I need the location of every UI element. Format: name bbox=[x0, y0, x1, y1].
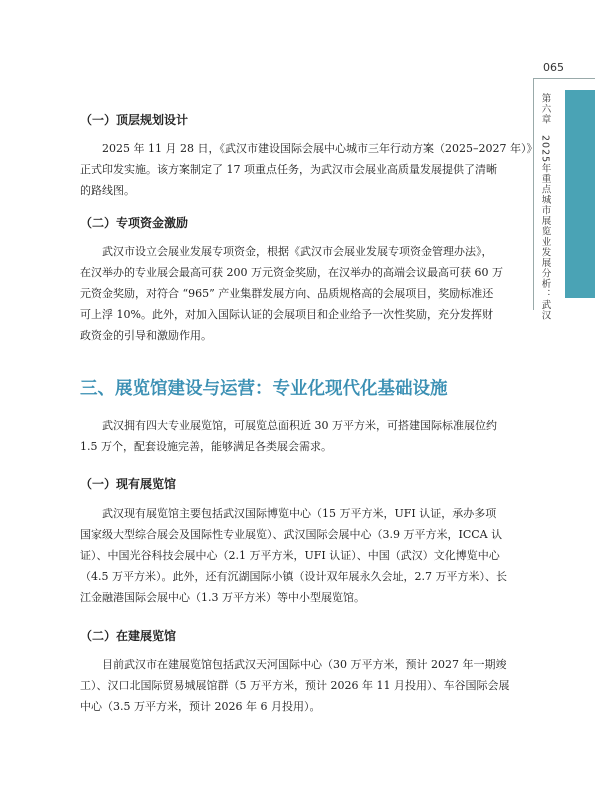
subheading-special-fund: （二）专项资金激励 bbox=[80, 216, 189, 230]
text-line: 武汉现有展览馆主要包括武汉国际博览中心（15 万平方米，UFI 认证，承办多项 bbox=[102, 507, 497, 520]
page-number: 065 bbox=[543, 61, 564, 74]
paragraph-venues-under-construction bbox=[80, 654, 520, 717]
text-line: 1.5 万个，配套设施完善，能够满足各类展会需求。 bbox=[80, 440, 332, 453]
subheading-existing-venues: （一）现有展览馆 bbox=[80, 477, 177, 491]
text-line: 工）、汉口北国际贸易城展馆群（5 万平方米，预计 2026 年 11 月投用）、车谷国际会展 bbox=[80, 679, 510, 692]
paragraph-special-fund bbox=[80, 241, 520, 346]
text-line: （4.5 万平方米）。此外，还有沉湖国际小镇（设计双年展永久会址，2.7 万平方米）、长 bbox=[80, 570, 507, 583]
text-line: 政资金的引导和激励作用。 bbox=[80, 329, 212, 342]
text-line: 元资金奖励，对符合 “965” 产业集群发展方向、品质规格高的会展项目，奖励标准还 bbox=[80, 287, 494, 300]
text-line: 在汉举办的专业展会最高可获 200 万元资金奖励，在汉举办的高端会议最高可获 60 万 bbox=[80, 266, 503, 279]
text-line: 中心（3.5 万平方米，预计 2026 年 6 月投用）。 bbox=[80, 700, 321, 713]
header-rule-vertical bbox=[533, 78, 534, 310]
paragraph-venues-intro bbox=[80, 415, 520, 457]
text-line: 证）、中国光谷科技会展中心（2.1 万平方米，UFI 认证）、中国（武汉）文化博览中心 bbox=[80, 549, 500, 562]
subheading-venues-under-construction: （二）在建展览馆 bbox=[80, 629, 177, 643]
text-line: 国家级大型综合展会及国际性专业展览）、武汉国际会展中心（3.9 万平方米，ICCA 认 bbox=[80, 528, 503, 541]
section-heading-venues: 三、展览馆建设与运营：专业化现代化基础设施 bbox=[80, 379, 448, 399]
paragraph-top-level-planning bbox=[80, 138, 538, 201]
text-line: 武汉拥有四大专业展览馆，可展览总面积近 30 万平方米，可搭建国际标准展位约 bbox=[102, 419, 497, 432]
text-line: 武汉市设立会展业发展专项资金，根据《武汉市会展业发展专项资金管理办法》， bbox=[102, 245, 493, 258]
header-rule-horizontal bbox=[533, 78, 595, 79]
text-line: 正式印发实施。该方案制定了 17 项重点任务，为武汉市会展业高质量发展提供了清晰 bbox=[80, 163, 497, 176]
text-line: 可上浮 10%。此外，对加入国际认证的会展项目和企业给予一次性奖励，充分发挥财 bbox=[80, 308, 493, 321]
text-line: 2025 年 11 月 28 日，《武汉市建设国际会展中心城市三年行动方案（2025–2027 年）》 bbox=[102, 142, 538, 155]
running-header: 第六章 2025年重点城市展览业发展分析：武汉 bbox=[539, 93, 551, 321]
text-line: 的路线图。 bbox=[80, 184, 135, 197]
paragraph-existing-venues bbox=[80, 503, 520, 608]
text-line: 目前武汉市在建展览馆包括武汉天河国际中心（30 万平方米，预计 2027 年一期竣 bbox=[102, 658, 507, 671]
text-line: 江金融港国际会展中心（1.3 万平方米）等中小型展览馆。 bbox=[80, 591, 365, 604]
subheading-top-level-planning: （一）顶层规划设计 bbox=[80, 113, 189, 127]
chapter-side-tab bbox=[565, 90, 595, 298]
